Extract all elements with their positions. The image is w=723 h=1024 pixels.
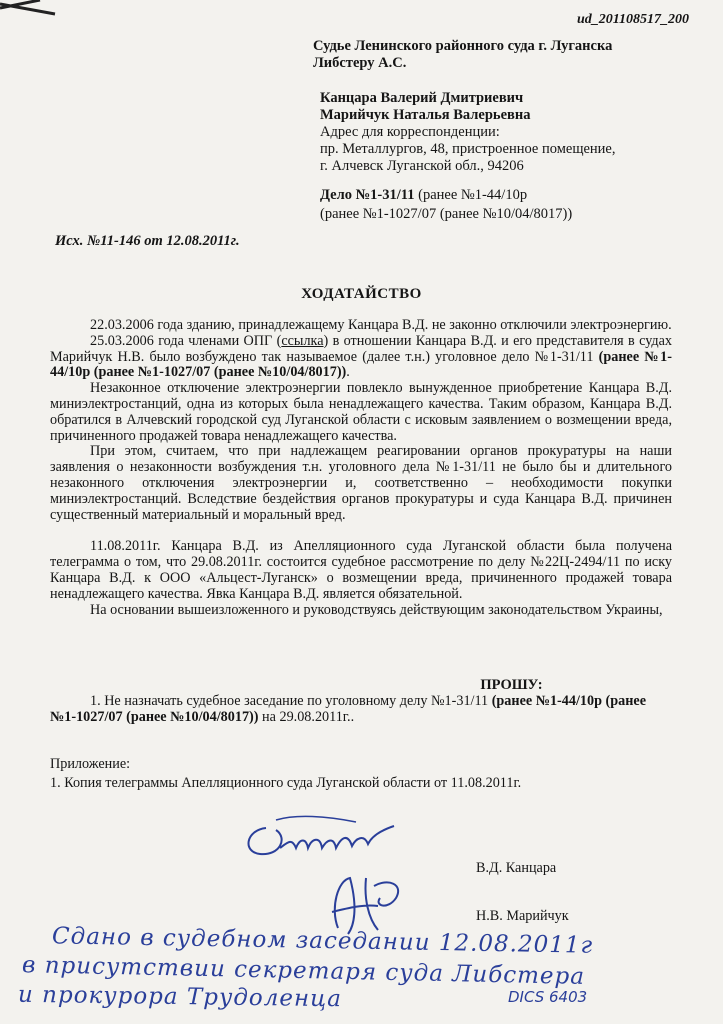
case-line1-rest: (ранее №1-44/10р [414,187,528,203]
corner-scan-mark [0,0,60,30]
case-line2: (ранее №1-1027/07 (ранее №10/04/8017)) [320,206,573,222]
paragraph-2-middle: ) в отношении Канцара В.Д. и его представителя в судах Марийчук Н.В. было возбуждено так называемое (далее т.н.) уголовное дело №1-31/11 [50,332,672,365]
paragraph-2 [50,334,672,381]
handwritten-note-line2: в присутствии секретаря суда Либстера [21,952,586,990]
paragraph-6: На основании вышеизложенного и руководствуясь действующим законодательством Украины, [90,601,663,618]
outgoing-number: Исх. №11-146 от 12.08.2011г. [55,233,240,249]
paragraph-2-end: . [346,364,350,381]
handwritten-registration-number: DICS 6403 [508,988,588,1006]
sender-name-2: Марийчук Наталья Валерьевна [320,107,531,123]
sender-address-line2: г. Алчевск Луганской обл., 94206 [320,158,524,174]
signature-name-1: В.Д. Канцара [476,860,557,876]
case-number-block [320,186,572,224]
case-label: Дело №1-31/11 [320,187,415,203]
document-id: ud_201108517_200 [576,12,689,27]
sender-name-1: Канцара Валерий Дмитриевич [320,90,524,106]
attachment-item-1: 1. Копия телеграммы Апелляционного суда Луганской области от 11.08.2011г. [50,775,522,791]
request-item-start: 1. Не назначать судебное заседание по уголовному делу №1-31/11 [90,693,492,709]
sender-address-label: Адрес для корреспонденции: [320,124,500,140]
request-heading: ПРОШУ: [480,677,543,693]
paragraph-4: При этом, считаем, что при надлежащем реагировании органов прокуратуры на наши заявления о незаконности возбуждения т.н. уголовного дела №1-31/11 не было бы и длительного незаконного отключения электроэнергии и, соответственно – необходимости покупки миниэлектростанций. Вследствие бездействия органов прокуратуры и суда Канцара В.Д. причинен существенный материальный и моральный вред. [50,443,672,523]
handwritten-signature-kantsara [236,808,406,868]
sender-address-line1: пр. Металлургов, 48, пристроенное помещение, [320,141,616,157]
paragraph-5: 11.08.2011г. Канцара В.Д. из Апелляционного суда Луганской области была получена телеграмма о том, что 29.08.2011г. состоится судебное рассмотрение по делу №22Ц-2494/11 по иску Канцара В.Д. к ООО «Альцест-Луганск» о возмещении вреда, причиненного продажей товара ненадлежащего качества. Явка Канцара В.Д. является обязательной. [50,538,672,602]
signature-name-2: Н.В. Марийчук [476,908,569,924]
request-item-end: на 29.08.2011г.. [258,709,355,725]
attachments-heading: Приложение: [50,756,131,772]
addressee-block [313,38,612,72]
request-item-1 [50,693,672,725]
sender-block [320,90,616,175]
addressee-line1: Судье Ленинского районного суда г. Луганска [313,38,613,54]
request-block [50,693,672,725]
document-body [50,318,672,618]
paragraph-2-start: 25.03.2006 года членами ОПГ ( [90,332,282,349]
paragraph-1: 22.03.2006 года зданию, принадлежащему Канцара В.Д. не законно отключили электроэнергию. [90,317,672,333]
handwritten-note-line3: и прокурора Трудоленца [17,981,343,1013]
paragraph-2-bold: (ранее №1-44/10р (ранее №1-1027/07 (ранее №10/04/8017)) [50,348,672,381]
paragraph-3: Незаконное отключение электроэнергии повлекло вынужденное приобретение Канцара В.Д. миниэлектростанций, одна из которых была ненадлежащего качества. Таким образом, Канцара В.Д. обратился в Алчевский городской суд Луганской области с исковым заявлением о возмещении вреда, причиненного продажей товара ненадлежащего качества. [50,380,672,444]
reference-link[interactable]: ссылка [281,332,324,349]
addressee-line2: Либстеру А.С. [313,55,407,71]
request-item-bold: (ранее №1-44/10р (ранее №1-1027/07 (ранее №10/04/8017)) [50,693,647,725]
document-title: ХОДАТАЙСТВО [301,286,422,302]
handwritten-note-line1: Сдано в судебном заседании 12.08.2011г [51,923,594,959]
